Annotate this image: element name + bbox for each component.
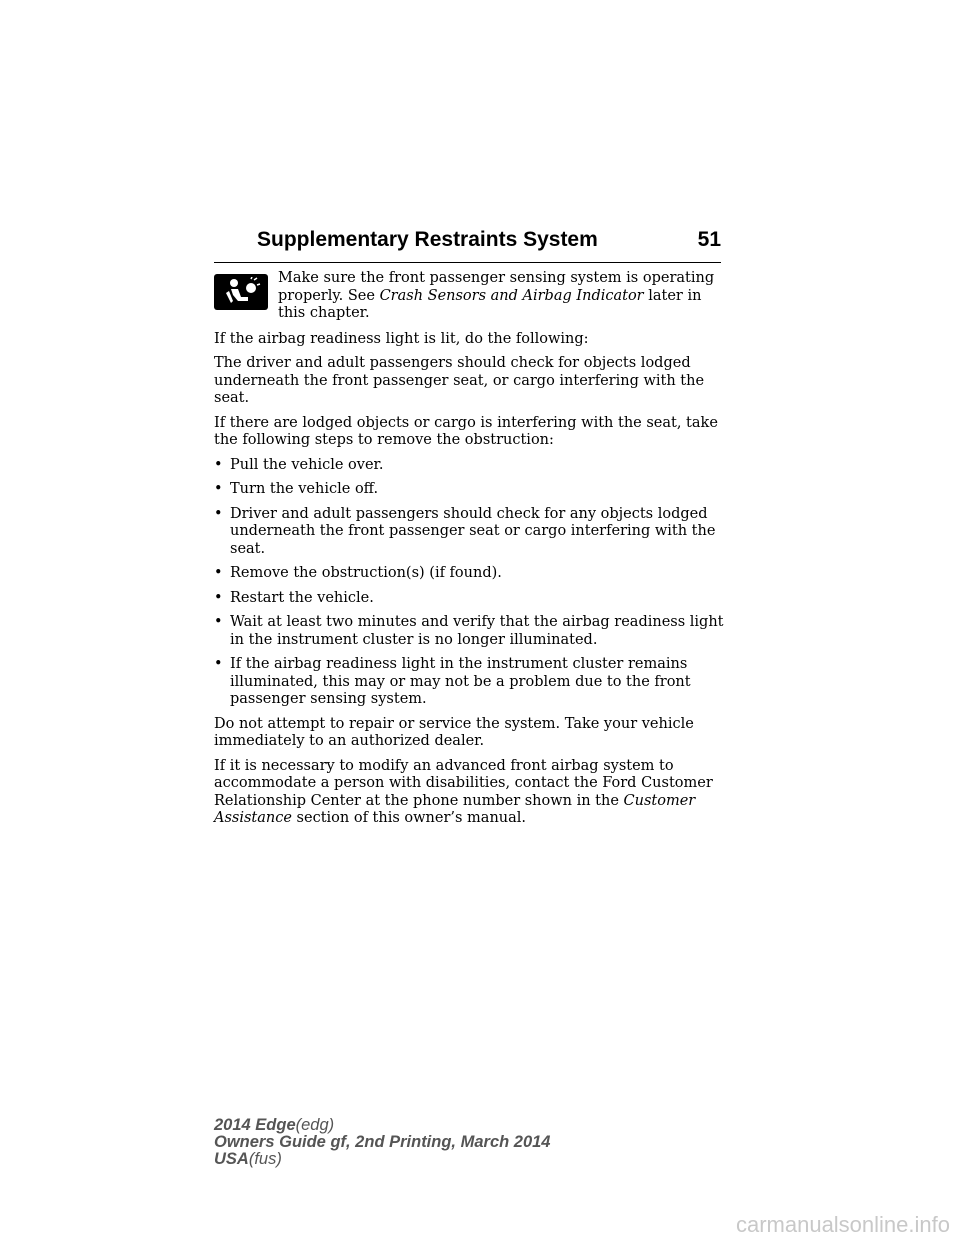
- intro-before: Make sure the front passenger sensing system is operating properly. See: [278, 270, 715, 304]
- paragraph-check-objects: The driver and adult passengers should check for objects lodged underneath the front passenger seat, or cargo interfering with the seat.: [214, 355, 705, 406]
- footer-line-model: [214, 1117, 551, 1134]
- step-text: Pull the vehicle over.: [230, 456, 384, 473]
- list-item: [214, 656, 724, 709]
- crash-sensors-reference: Crash Sensors and Airbag Indicator: [379, 287, 644, 304]
- intro-text: [278, 270, 724, 323]
- airbag-icon: [214, 274, 268, 310]
- page-number: 51: [697, 228, 721, 251]
- bullet: •: [214, 456, 223, 473]
- footer-model-code: (edg): [295, 1116, 335, 1134]
- paragraph-readiness-light: If the airbag readiness light is lit, do the following:: [214, 330, 589, 347]
- step-text: Turn the vehicle off.: [230, 481, 379, 497]
- list-item: [214, 590, 724, 608]
- bullet: •: [214, 589, 223, 606]
- bullet: •: [214, 656, 223, 672]
- bullet: •: [214, 505, 223, 522]
- footer-market-code: (fus): [248, 1150, 282, 1168]
- footer-printing: Owners Guide gf, 2nd Printing, March 2014: [214, 1133, 551, 1151]
- airbag-note: [214, 270, 724, 323]
- paragraph-remove-obstruction: If there are lodged objects or cargo is interfering with the seat, take the following steps to remove the obstruction:: [214, 414, 718, 448]
- step-text: If the airbag readiness light in the instrument cluster remains illuminated, this may or may not be a problem due to the front passenger sensing system.: [230, 656, 691, 707]
- page-content: [214, 270, 724, 835]
- customer-assistance-reference: Customer Assistance: [214, 792, 696, 826]
- step-text: Restart the vehicle.: [230, 589, 374, 606]
- section-title: Supplementary Restraints System: [257, 228, 598, 251]
- list-item: [214, 614, 724, 649]
- page-footer: [214, 1117, 551, 1168]
- footer-model: 2014 Edge: [214, 1116, 296, 1134]
- step-text: Remove the obstruction(s) (if found).: [230, 565, 502, 581]
- paragraph-disabilities: [214, 758, 724, 828]
- step-text: Driver and adult passengers should check for any objects lodged underneath the front passenger seat or cargo interfering with the seat.: [230, 505, 716, 557]
- list-item: [214, 506, 724, 559]
- list-item: [214, 565, 724, 583]
- list-item: [214, 481, 724, 499]
- closing-after: section of this owner’s manual.: [291, 810, 527, 826]
- intro-after: later in this chapter.: [278, 287, 702, 321]
- footer-line-market: [214, 1151, 551, 1168]
- footer-market: USA: [214, 1150, 249, 1168]
- watermark: carmanualsonline.info: [735, 1212, 950, 1237]
- paragraph-dealer: Do not attempt to repair or service the system. Take your vehicle immediately to an authorized dealer.: [214, 715, 694, 749]
- steps-list: [214, 457, 724, 709]
- bullet: •: [214, 481, 223, 497]
- list-item: [214, 457, 724, 475]
- page-header: [214, 226, 721, 263]
- closing-before: If it is necessary to modify an advanced front airbag system to accommodate a person with disabilities, contact the Ford Customer Relationship Center at the phone number shown in the: [214, 757, 713, 809]
- bullet: •: [214, 614, 223, 630]
- step-text: Wait at least two minutes and verify that the airbag readiness light in the instrument cluster is no longer illuminated.: [230, 614, 724, 648]
- bullet: •: [214, 565, 223, 581]
